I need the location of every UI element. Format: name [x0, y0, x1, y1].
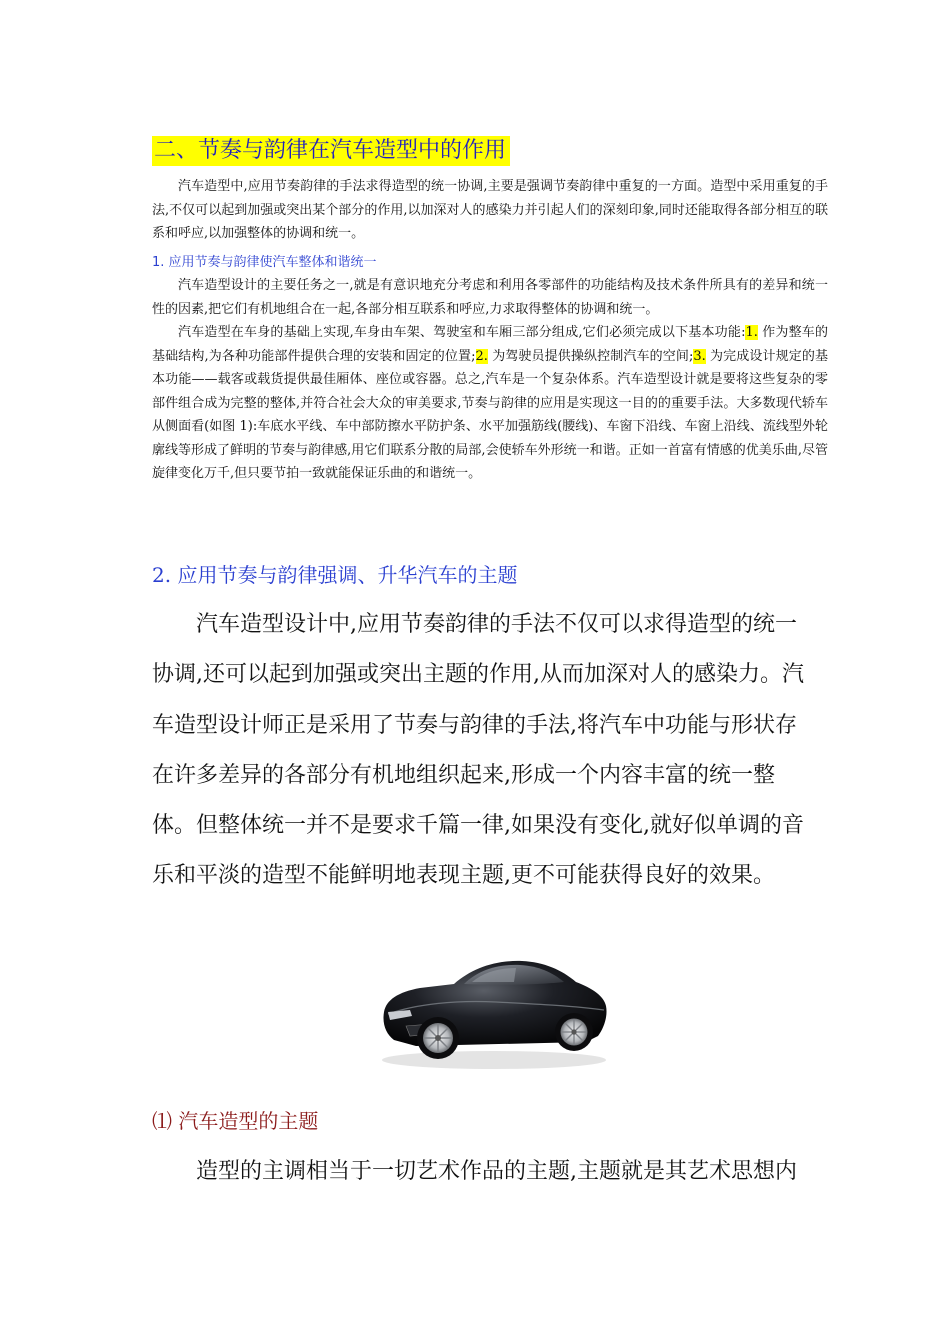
highlight-mark-1: 1.: [745, 325, 758, 340]
theme-line: 乐和平淡的造型不能鲜明地表现主题,更不可能获得良好的效果。: [152, 863, 775, 889]
functions-text-d: 为完成设计规定的基本功能——载客或载货提供最佳厢体、座位或容器。总之,汽车是一个复杂体系。汽车造型设计就是要将这些复杂的零部件组合成为完整的整体,并符合社会大众的审美要求,节奏与韵律的应用是实现这一目的的重要手法。大多数现代轿车从侧面看(如图 1):车底水平线、车中部防擦水平防护条、水平加强筋线(腰线)、车窗下沿线、车窗上沿线、流线型外轮廓线等形成了鲜明的节奏与韵律感,用它们联系分散的局部,会使轿车外形统一和谐。正如一首富有情感的优美乐曲,尽管旋律变化万千,但只要节拍一致就能保证乐曲的和谐统一。: [152, 348, 828, 481]
subheading-theme: 2. 应用节奏与韵律强调、升华汽车的主题: [152, 563, 518, 587]
section-heading: 二、节奏与韵律在汽车造型中的作用: [152, 136, 510, 166]
theme-line: 汽车造型设计中,应用节奏韵律的手法不仅可以求得造型的统一: [196, 612, 797, 637]
highlight-mark-2: 2.: [475, 348, 488, 364]
paragraph-body-functions: [152, 321, 828, 486]
functions-text-a: 汽车造型在车身的基础上实现,车身由车架、驾驶室和车厢三部分组成,它们必须完成以下基本功能:: [178, 325, 746, 340]
body-paragraphs: [152, 274, 828, 486]
theme-paragraph: [152, 600, 824, 902]
functions-text-c: 为驾驶员提供操纵控制汽车的空间;: [487, 348, 694, 364]
theme-line: 体。但整体统一并不是要求千篇一律,如果没有变化,就好似单调的音: [152, 813, 804, 839]
subheading-car-theme: ⑴ 汽车造型的主题: [152, 1109, 319, 1133]
intro-paragraph: 汽车造型中,应用节奏韵律的手法求得造型的统一协调,主要是强调节奏韵律中重复的一方面。造型中采用重复的手法,不仅可以起到加强或突出某个部分的作用,以加深对人的感染力并引起人们的深刻印象,同时还能取得各部分相互的联系和呼应,以加强整体的协调和统一。: [152, 179, 828, 241]
closing-line: 造型的主调相当于一切艺术作品的主题,主题就是其艺术思想内: [196, 1159, 797, 1184]
highlight-mark-3: 3.: [693, 348, 706, 364]
subheading-unity: 1. 应用节奏与韵律使汽车整体和谐统一: [152, 255, 377, 270]
theme-line: 在许多差异的各部分有机地组织起来,形成一个内容丰富的统一整: [152, 762, 775, 788]
paragraph-design-task: 汽车造型设计的主要任务之一,就是有意识地充分考虑和利用各零部件的功能结构及技术条件所具有的差异和统一性的因素,把它们有机地组合在一起,各部分相互联系和呼应,力求取得整体的协调和统一。: [152, 278, 828, 317]
intro-paragraph-block: [152, 175, 828, 246]
theme-line: 车造型设计师正是采用了节奏与韵律的手法,将汽车中功能与形状存: [152, 712, 797, 738]
functions-text-b: 作为整车的基础结构,为各种功能部件提供合理的安装和固定的位置;: [152, 325, 828, 364]
sports-car-image: [376, 944, 612, 1074]
theme-line: 协调,还可以起到加强或突出主题的作用,从而加深对人的感染力。汽: [152, 662, 804, 688]
